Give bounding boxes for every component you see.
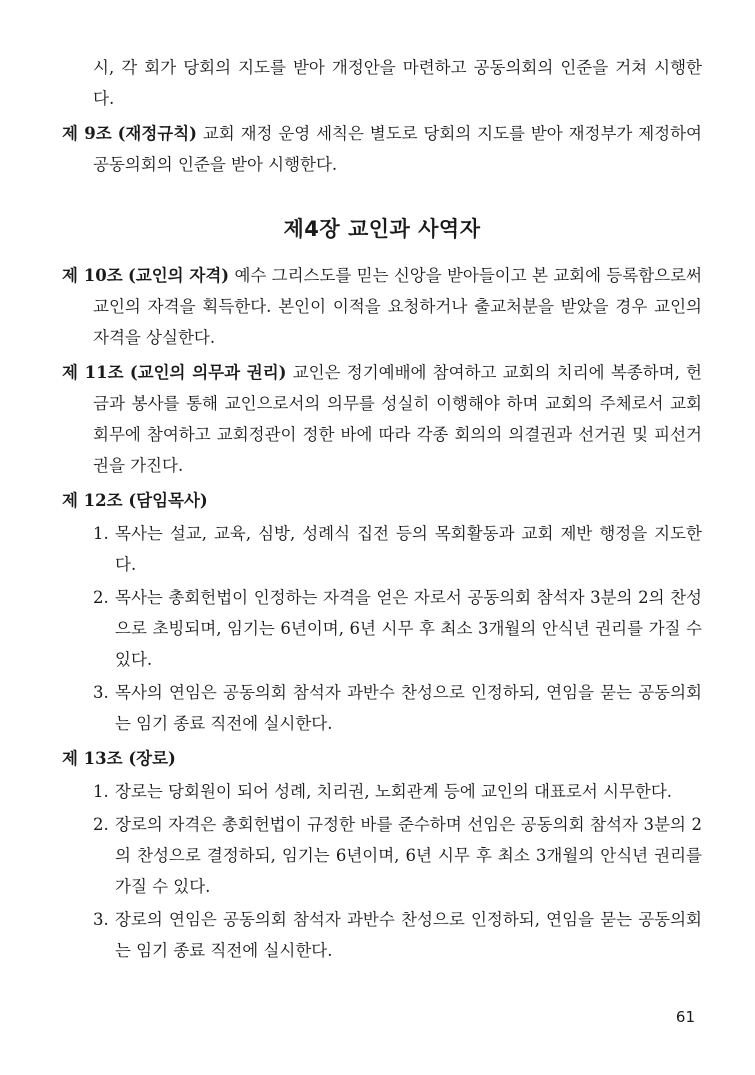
- continuation-paragraph: 시, 각 회가 당회의 지도를 받아 개정안을 마련하고 공동의회의 인준을 거쳐 시행한다.: [93, 58, 702, 108]
- article-12-heading: 제 12조 (담임목사): [62, 491, 208, 510]
- list-item-number: 3.: [93, 910, 109, 929]
- article-13-list: [62, 776, 702, 966]
- list-item-number: 2.: [93, 815, 109, 834]
- article-11-number: 제 11조: [62, 363, 124, 382]
- list-item: [93, 809, 702, 902]
- article-9-text: 교회 재정 운영 세칙은 별도로 당회의 지도를 받아 재정부가 제정하여 공동의회의 인준을 받아 시행한다.: [93, 124, 702, 174]
- chapter-title: 제4장 교인과 사역자: [283, 217, 481, 241]
- article-10-title: (교인의 자격): [127, 266, 230, 285]
- list-item-text: 목사는 설교, 교육, 심방, 성례식 집전 등의 목회활동과 교회 제반 행정을 지도한다.: [115, 524, 702, 574]
- list-item-number: 3.: [93, 683, 109, 702]
- article-9-title: (재정규칙): [117, 124, 197, 143]
- article-11-title: (교인의 의무과 권리): [129, 363, 287, 382]
- list-item-number: 1.: [93, 524, 109, 543]
- list-item-text: 목사는 총회헌법이 인정하는 자격을 얻은 자로서 공동의회 참석자 3분의 2의 찬성으로 초빙되며, 임기는 6년이며, 6년 시무 후 최소 3개월의 안식년 권리를 가질 수 있다.: [115, 588, 702, 669]
- list-item: [93, 518, 702, 580]
- article-10-text: 예수 그리스도를 믿는 신앙을 받아들이고 본 교회에 등록함으로써 교인의 자격을 획득한다. 본인이 이적을 요청하거나 출교처분을 받았을 경우 교인의 자격을 상실한다.: [93, 266, 702, 347]
- list-item: [93, 582, 702, 675]
- article-10-number: 제 10조: [62, 266, 123, 285]
- article-11-text: 교인은 정기예배에 참여하고 교회의 치리에 복종하며, 헌금과 봉사를 통해 교인으로서의 의무를 성실히 이행해야 하며 교회의 주체로서 교회 회무에 참여하고 교회정관이 정한 바에 따라 각종 회의의 의결권과 선거권 및 피선거권을 가진다.: [93, 363, 702, 475]
- article-10: [62, 260, 702, 353]
- article-11: [62, 357, 702, 481]
- page-number: 61: [675, 1008, 695, 1026]
- list-item-text: 목사의 연임은 공동의회 참석자 과반수 찬성으로 인정하되, 연임을 묻는 공동의회는 임기 종료 직전에 실시한다.: [115, 683, 702, 733]
- list-item-number: 1.: [93, 782, 109, 801]
- article-9-number: 제 9조: [62, 124, 112, 143]
- list-item: [93, 776, 702, 807]
- list-item-text: 장로의 연임은 공동의회 참석자 과반수 찬성으로 인정하되, 연임을 묻는 공동의회는 임기 종료 직전에 실시한다.: [115, 910, 702, 960]
- list-item-text: 장로는 당회원이 되어 성례, 치리권, 노회관계 등에 교인의 대표로서 시무한다.: [115, 782, 673, 801]
- article-13-heading: 제 13조 (장로): [62, 749, 176, 768]
- document-page: [62, 52, 702, 966]
- list-item-number: 2.: [93, 588, 109, 607]
- article-12-list: [62, 518, 702, 739]
- list-item-text: 장로의 자격은 총회헌법이 규정한 바를 준수하며 선임은 공동의회 참석자 3분의 2의 찬성으로 결정하되, 임기는 6년이며, 6년 시무 후 최소 3개월의 안식년 권리를 가질 수 있다.: [115, 815, 702, 896]
- list-item: [93, 677, 702, 739]
- list-item: [93, 904, 702, 966]
- article-9: [62, 118, 702, 180]
